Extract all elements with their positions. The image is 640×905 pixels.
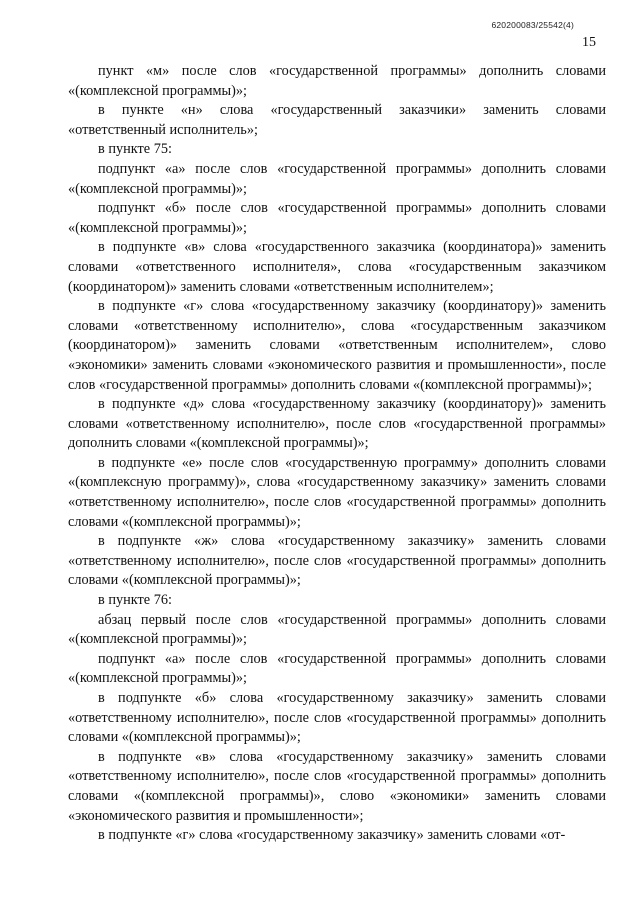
paragraph: в подпункте «в» слова «государственному заказчику» заменить словами «ответственному исполнителю», после слов «государственной программы» дополнить словами «(комплексной программы)», слово «экономики» заменить словами «экономического развития и промышленности»;	[68, 748, 606, 824]
paragraph: подпункт «б» после слов «государственной программы» дополнить словами «(комплексной программы)»;	[68, 200, 606, 236]
paragraph: подпункт «а» после слов «государственной программы» дополнить словами «(комплексной программы)»;	[68, 650, 606, 687]
paragraph: в подпункте «г» слова «государственному заказчику» заменить словами «от-	[98, 827, 566, 844]
paragraph: в подпункте «д» слова «государственному заказчику (координатору)» заменить словами «ответственному исполнителю», после слов «государственной программы» дополнить словами «(комплексной программы)»;	[68, 396, 606, 452]
paragraph: в подпункте «г» слова «государственному заказчику (координатору)» заменить словами «ответственному исполнителю», слова «государственным заказчиком (координатором)» заменить словами «ответственным исполнителем», слово «экономики» заменить словами «экономического развития и промышленности», после слов «государственной программы» дополнить словами «(комплексной программы)»;	[68, 298, 606, 393]
paragraph: в пункте 76:	[98, 592, 172, 609]
paragraph: в пункте 75:	[98, 141, 172, 158]
paragraph: пункт «м» после слов «государственной программы» дополнить словами «(комплексной программы)»;	[68, 63, 606, 99]
document-id: 620200083/25542(4)	[491, 20, 574, 30]
paragraph: в подпункте «ж» слова «государственному заказчику» заменить словами «ответственному исполнителю», после слов «государственной программы» дополнить словами «(комплексной программы)»;	[68, 533, 606, 589]
paragraph: в подпункте «в» слова «государственного заказчика (координатора)» заменить словами «ответственного исполнителя», слова «государственным заказчиком (координатором)» заменить словами «ответственным исполнителем»;	[68, 239, 606, 295]
paragraph: абзац первый после слов «государственной программы» дополнить словами «(комплексной программы)»;	[68, 611, 606, 648]
document-body	[68, 62, 606, 846]
paragraph: в подпункте «е» после слов «государственную программу» дополнить словами «(комплексную программу)», слова «государственному заказчику» заменить словами «ответственному исполнителю», после слов «государственной программы» дополнить словами «(комплексной программы)»;	[68, 454, 606, 530]
paragraph: в подпункте «б» слова «государственному заказчику» заменить словами «ответственному исполнителю», после слов «государственной программы» дополнить словами «(комплексной программы)»;	[68, 690, 606, 746]
paragraph: в пункте «н» слова «государственный заказчики» заменить словами «ответственный исполнитель»;	[68, 102, 606, 138]
paragraph: подпункт «а» после слов «государственной программы» дополнить словами «(комплексной программы)»;	[68, 160, 606, 197]
page-number: 15	[582, 35, 596, 50]
